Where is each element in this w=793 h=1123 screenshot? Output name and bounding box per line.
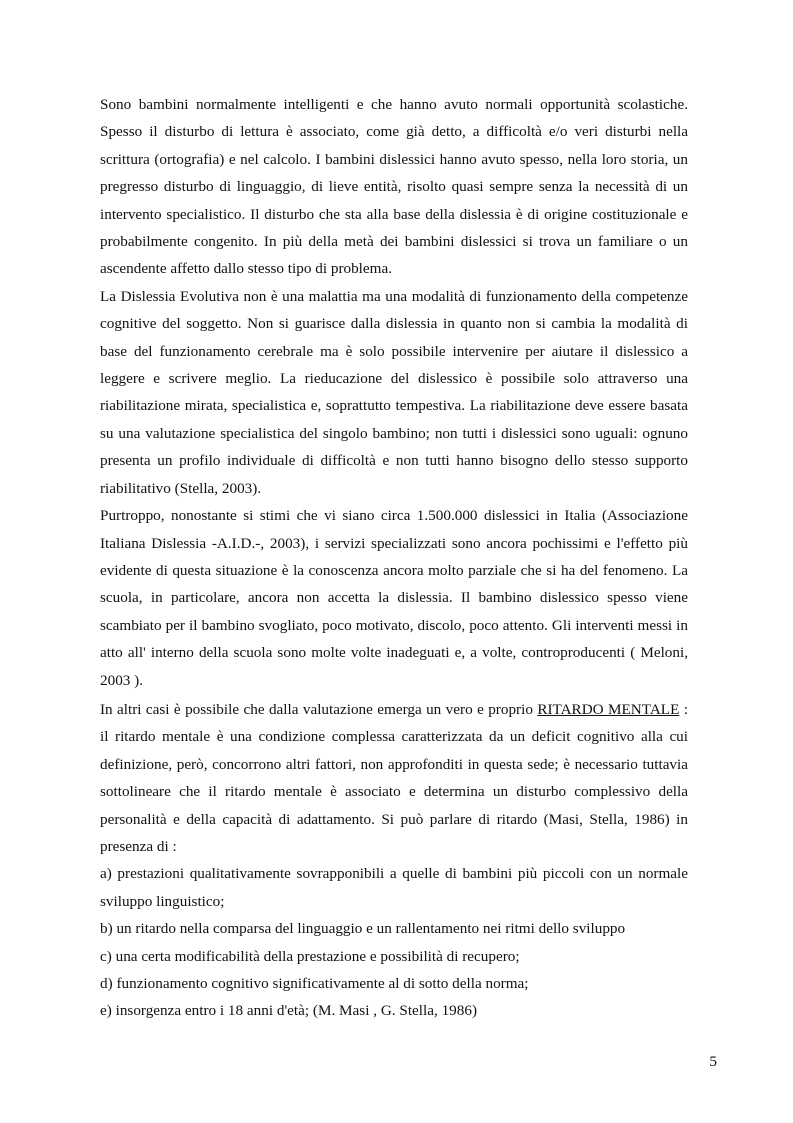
page-number: 5	[709, 1053, 717, 1070]
body-text	[100, 91, 688, 1025]
list-item-d: d) funzionamento cognitivo significativamente al di sotto della norma;	[100, 975, 529, 992]
ritardo-mentale-term: RITARDO MENTALE	[537, 700, 680, 718]
paragraph-4-intro: In altri casi è possibile che dalla valutazione emerga un vero e proprio	[100, 700, 538, 718]
paragraph-1: Sono bambini normalmente intelligenti e che hanno avuto normali opportunità scolastiche. Spesso il disturbo di lettura è associato, come già detto, a difficoltà e/o veri disturbi nella scrittura (ortografia) e nel calcolo. I bambini dislessici hanno avuto spesso, nella loro storia, un pregresso disturbo di linguaggio, di lieve entità, risolto quasi sempre senza la necessità di un intervento specialistico. Il disturbo che sta alla base della dislessia è di origine costituzionale e probabilmente congenito. In più della metà dei bambini dislessici si trova un familiare o un ascendente affetto dallo stesso tipo di problema.	[100, 96, 688, 278]
list-item-b: b) un ritardo nella comparsa del linguaggio e un rallentamento nei ritmi dello sviluppo	[100, 920, 626, 938]
paragraph-3: Purtroppo, nonostante si stimi che vi siano circa 1.500.000 dislessici in Italia (Associazione Italiana Dislessia -A.I.D.-, 2003), i servizi specializzati sono ancora pochissimi e l'effetto più evidente di questa situazione è la conoscenza ancora molto parziale che si ha del fenomeno. La scuola, in particolare, ancora non accetta la dislessia. Il bambino dislessico spesso viene scambiato per il bambino svogliato, poco motivato, discolo, poco attento. Gli interventi messi in atto all' interno della scuola sono molte volte inadeguati e, a volte, controproducenti ( Meloni, 2003 ).	[100, 507, 688, 689]
list-item-c: c) una certa modificabilità della prestazione e possibilità di recupero;	[100, 947, 520, 965]
paragraph-4	[100, 696, 688, 860]
list-item-a: a) prestazioni qualitativamente sovrapponibili a quelle di bambini più piccoli con un normale sviluppo linguistico;	[100, 865, 688, 910]
paragraph-4-rest: : il ritardo mentale è una condizione complessa caratterizzata da un deficit cognitivo alla cui definizione, però, concorrono altri fattori, non approfonditi in questa sede; è necessario tuttavia sottolineare che il ritardo mentale è associato e determina un disturbo complessivo della personalità e della capacità di adattamento. Si può parlare di ritardo (Masi, Stella, 1986) in presenza di :	[100, 700, 688, 855]
list-item-e: e) insorgenza entro i 18 anni d'età; (M. Masi , G. Stella, 1986)	[100, 1002, 477, 1020]
paragraph-2: La Dislessia Evolutiva non è una malattia ma una modalità di funzionamento della competenze cognitive del soggetto. Non si guarisce dalla dislessia in quanto non si cambia la modalità di base del funzionamento cerebrale ma è solo possibile intervenire per aiutare il dislessico a leggere e scrivere meglio. La rieducazione del dislessico è possibile solo attraverso una riabilitazione mirata, specialistica e, soprattutto tempestiva. La riabilitazione deve essere basata su una valutazione specialistica del singolo bambino; non tutti i dislessici sono uguali: ognuno presenta un profilo individuale di difficoltà e non tutti hanno bisogno dello stesso supporto riabilitativo (Stella, 2003).	[100, 287, 688, 497]
